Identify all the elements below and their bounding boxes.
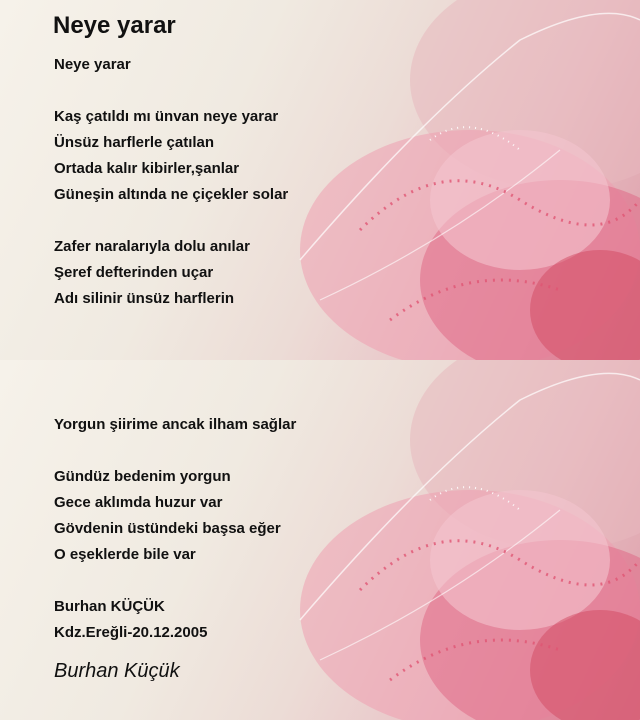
poem-line: O eşeklerde bile var	[54, 546, 196, 563]
poem-line: Güneşin altında ne çiçekler solar	[54, 186, 289, 203]
poem-line: Gece aklımda huzur var	[54, 494, 223, 511]
poem-line: Gövdenin üstündeki başsa eğer	[54, 520, 281, 537]
author-name: Burhan KÜÇÜK	[54, 598, 165, 615]
place-date: Kdz.Ereğli-20.12.2005	[54, 624, 208, 641]
poem-line: Ortada kalır kibirler,şanlar	[54, 160, 240, 177]
poem-line: Zafer naralarıyla dolu anılar	[54, 238, 250, 255]
poem-line: Adı silinir ünsüz harflerin	[54, 290, 235, 307]
page-title: Neye yarar	[53, 12, 176, 39]
poem-line: Şeref defterinden uçar	[54, 264, 214, 281]
poem-line: Kaş çatıldı mı ünvan neye yarar	[54, 108, 279, 125]
poem-subtitle: Neye yarar	[54, 56, 131, 73]
poem-line: Yorgun şiirime ancak ilham sağlar	[54, 416, 297, 433]
poem-line: Gündüz bedenim yorgun	[54, 468, 231, 485]
signature: Burhan Küçük	[54, 660, 180, 682]
poem-line: Ünsüz harflerle çatılan	[54, 134, 215, 151]
